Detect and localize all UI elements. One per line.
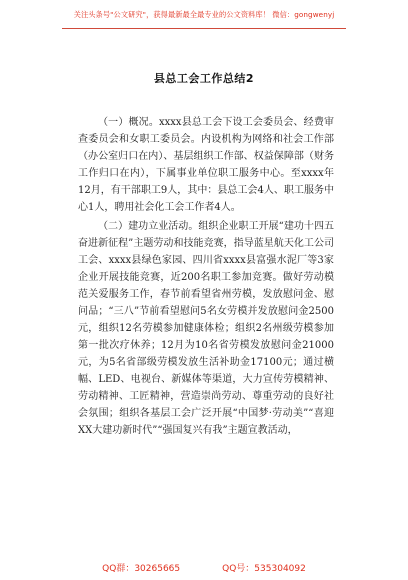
footer-contact bbox=[0, 561, 408, 574]
document-body bbox=[78, 114, 334, 441]
header-divider bbox=[62, 28, 346, 29]
document-title: 县总工会工作总结2 bbox=[153, 72, 255, 85]
paragraph-overview: （一）概况。xxxx县总工会下设工会委员会、经费审查委员会和女职工委员会。内设机构为网络和社会工作部（办公室归口在内）、基层组织工作部、权益保障部（财务工作归口在内），下属事业单位职工服务中心。至xxxx年12月，有干部职工9人，其中：县总工会4人、职工服务中心1人，聘用社会化工会工作者4人。 bbox=[78, 117, 334, 213]
footer-qq-number: QQ号：535304092 bbox=[222, 564, 306, 574]
footer-qq-group: QQ群：30265665 bbox=[102, 564, 181, 574]
header-banner: 关注头条号"公文研究"，获得最新最全最专业的公文资料库！ 微信：gongwenyj bbox=[73, 10, 335, 19]
paragraph-activities: （二）建功立业活动。组织企业职工开展“建功十四五奋进新征程”主题劳动和技能竞赛，指导蓝星航天化工公司工会、xxxx县绿色家园、四川省xxxx县富强水泥厂等3家企业开展技能竞赛，近200名职工参加竞赛。做好劳动模范关爱服务工作，春节前看望省州劳模，发放慰问金、慰问品；“三八”节前看望慰问5名女劳模并发放慰问金2500元，组织12名劳模参加健康体检；组织2名州级劳模参加第一批次疗休养；12月为10名省劳模发放慰问金21000元，为5名省部级劳模发放生活补助金17100元；通过横幅、LED、电视台、新媒体等渠道，大力宣传劳模精神、劳动精神、工匠精神，营造崇尚劳动、尊重劳动的良好社会氛围；组织各基层工会广泛开展“中国梦·劳动美”“喜迎XX大建功新时代”“强国复兴有我”主题宣教活动， bbox=[78, 221, 334, 436]
